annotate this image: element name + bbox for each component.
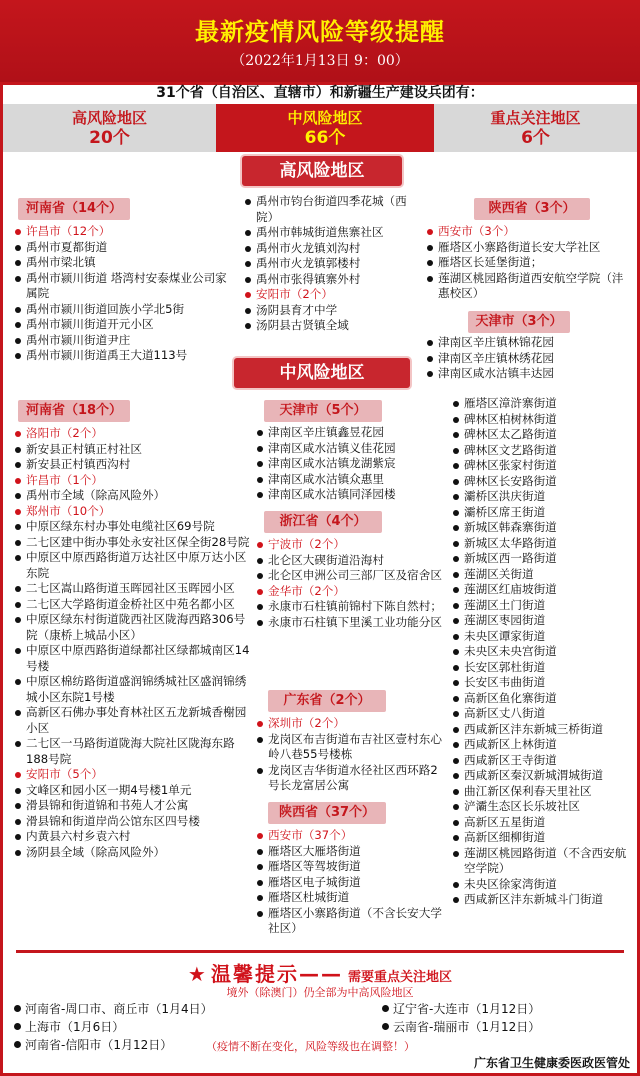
list-item: 高新区细柳街道 [452,830,636,846]
list-item: 汤阴县育才中学 [244,303,422,319]
list-item: 滑县锦和街道锦和书苑人才公寓 [14,798,252,814]
list-item: 高新区丈八街道 [452,706,636,722]
city-heading: 宁波市（2个） [256,537,444,553]
list-item: 灞桥区席王街道 [452,505,636,521]
list-item: 新城区西一路街道 [452,551,636,567]
list-item: 灞桥区洪庆街道 [452,489,636,505]
list-item: 莲湖区土门街道 [452,598,636,614]
city-heading: 许昌市（12个） [14,224,236,240]
list-item: 未央区徐家湾街道 [452,877,636,893]
list-item: 北仑区申洲公司三部厂区及宿舍区 [256,568,444,584]
list-item: 津南区咸水沽镇众惠里 [256,472,448,488]
province-tianjin-high: 天津市（3个） [468,311,570,333]
list-henan-high [14,224,236,364]
list-item: 二七区嵩山路街道玉晖园社区玉晖园小区 [14,581,252,597]
province-shaanxi-medium: 陕西省（37个） [268,802,386,824]
tips-note: 境外（除澳门）仍全部为中高风险地区 [226,986,414,999]
star-icon: ★ [187,962,206,986]
list-shaanxi-medium-cont [452,396,636,908]
province-henan-high: 河南省（14个） [18,198,130,220]
list-item: 碑林区柏树林街道 [452,412,636,428]
list-item: 禹州市钧台街道四季花城（西院） [244,194,422,225]
list-item: 禹州市火龙镇郭楼村 [244,256,422,272]
list-item: 津南区咸水沽镇龙湖紫宸 [256,456,448,472]
bullet-icon [14,1023,21,1030]
list-item: 津南区辛庄镇鑫昱花园 [256,425,448,441]
intro-text: 31个省（自治区、直辖市）和新疆生产建设兵团有： [156,85,484,101]
list-item: 西咸新区王寺街道 [452,753,636,769]
list-item: 中原区棉纺路街道盛润锦绣城社区盛润锦绣城小区东院1号楼 [14,674,252,705]
list-item: 龙岗区布吉街道布吉社区壹村东心岭八巷55号楼栋 [256,732,448,763]
list-item: 西咸新区上林街道 [452,737,636,753]
date-text: （2022年1月13日 9：00） [231,53,409,69]
province-guangdong-medium: 广东省（2个） [268,690,386,712]
list-item: 高新区五星街道 [452,815,636,831]
province-zhejiang-medium: 浙江省（4个） [264,511,382,533]
tips-item: 辽宁省-大连市（1月12日） [382,1000,632,1018]
list-item: 津南区咸水沽镇义佳花园 [256,441,448,457]
list-item: 汤阴县古贤镇全域 [244,318,422,334]
list-henan-medium [14,426,252,860]
list-item: 津南区咸水沽镇同泽园楼 [256,487,448,503]
list-shaanxi-high [426,224,634,302]
list-item: 浐灞生态区长乐坡社区 [452,799,636,815]
bullet-icon [382,1005,389,1012]
list-henan-high-cont [244,194,422,334]
list-item: 文峰区和园小区一期4号楼1单元 [14,783,252,799]
list-item: 禹州市韩城街道焦寨社区 [244,225,422,241]
list-item: 禹州市火龙镇刘沟村 [244,241,422,257]
list-item: 津南区辛庄镇林绣花园 [426,351,626,367]
list-item: 中原区绿东村街道陇西社区陇海西路306号院（康桥上城品小区） [14,612,252,643]
list-item: 雁塔区长延堡街道； [426,255,634,271]
province-tianjin-medium: 天津市（5个） [264,400,382,422]
list-item: 雁塔区小寨路街道（不含长安大学社区） [256,906,446,937]
list-item: 碑林区文艺路街道 [452,443,636,459]
city-heading: 洛阳市（2个） [14,426,252,442]
category-focus [434,104,637,152]
list-item: 龙岗区吉华街道水径社区西环路2号长龙富居公寓 [256,763,448,794]
list-item: 西咸新区秦汉新城渭城街道 [452,768,636,784]
list-item: 莲湖区桃园路街道西安航空学院（沣惠校区） [426,271,634,302]
list-item: 禹州市全域（除高风险外） [14,488,252,504]
section-title-medium: 中风险地区 [234,358,410,388]
list-item: 雁塔区电子城街道 [256,875,446,891]
list-item: 雁塔区小寨路街道长安大学社区 [426,240,634,256]
list-item: 新城区太华路街道 [452,536,636,552]
tips-warning: （疫情不断在变化，风险等级也在调整！） [206,1040,415,1053]
tips-item: 河南省-周口市、商丘市（1月4日） [14,1000,314,1018]
list-item: 碑林区太乙路街道 [452,427,636,443]
list-item: 碑林区长安路街道 [452,474,636,490]
tips-header [0,958,640,987]
bullet-icon [14,1005,21,1012]
category-high [3,104,216,152]
list-item: 雁塔区杜城街道 [256,890,446,906]
list-item: 莲湖区关街道 [452,567,636,583]
list-item: 长安区韦曲街道 [452,675,636,691]
tips-right-list [382,1000,632,1036]
list-item: 新安县正村镇西沟村 [14,457,252,473]
list-tianjin-medium [256,425,448,503]
city-heading: 深圳市（2个） [256,716,448,732]
tips-item: 云南省-瑞丽市（1月12日） [382,1018,632,1036]
list-guangdong-medium [256,716,448,794]
list-item: 内黄县六村乡袁六村 [14,829,252,845]
bullet-icon [14,1041,21,1048]
list-item: 中原区中原西路街道绿都社区绿都城南区14号楼 [14,643,252,674]
list-item: 新安县正村镇正村社区 [14,442,252,458]
list-item: 新城区韩森寨街道 [452,520,636,536]
list-item: 汤阴县全域（除高风险外） [14,845,252,861]
city-heading: 许昌市（1个） [14,473,252,489]
section-title-high: 高风险地区 [242,156,402,186]
list-item: 碑林区张家村街道 [452,458,636,474]
list-item: 雁塔区大雁塔街道 [256,844,446,860]
list-item: 二七区大学路街道金桥社区中苑名都小区 [14,597,252,613]
city-heading: 西安市（3个） [426,224,634,240]
list-item: 西咸新区沣东新城三桥街道 [452,722,636,738]
list-item: 雁塔区漳浒寨街道 [452,396,636,412]
list-item: 莲湖区红庙坡街道 [452,582,636,598]
province-shaanxi-high: 陕西省（3个） [474,198,590,220]
list-item: 永康市石柱镇下里溪工业功能分区 [256,615,444,631]
tips-title: 温馨提示—— [210,962,343,986]
list-item: 高新区鱼化寨街道 [452,691,636,707]
list-item: 禹州市颍川街道尹庄 [14,333,236,349]
divider [16,950,624,953]
list-item: 莲湖区桃园路街道（不含西安航空学院） [452,846,636,877]
list-shaanxi-medium [256,828,446,937]
city-heading: 安阳市（2个） [244,287,422,303]
list-item: 禹州市夏都街道 [14,240,236,256]
list-item: 北仑区大碶街道沿海村 [256,553,444,569]
list-item: 莲湖区枣园街道 [452,613,636,629]
list-tianjin-high [426,335,626,382]
list-item: 滑县锦和街道岸尚公馆东区四号楼 [14,814,252,830]
list-zhejiang-medium [256,537,444,630]
list-item: 未央区未央宫街道 [452,644,636,660]
category-label: 中风险地区 [287,109,363,127]
list-item: 曲江新区保利春天里社区 [452,784,636,800]
list-item: 未央区谭家街道 [452,629,636,645]
city-heading: 西安市（37个） [256,828,446,844]
city-heading: 金华市（2个） [256,584,444,600]
list-item: 禹州市颍川街道开元小区 [14,317,236,333]
list-item: 二七区建中街办事处永安社区保全街28号院 [14,535,252,551]
category-count: 66个 [304,128,346,148]
category-count: 20个 [89,128,130,148]
list-item: 禹州市梁北镇 [14,255,236,271]
city-heading: 安阳市（5个） [14,767,252,783]
category-label: 高风险地区 [71,109,147,127]
list-item: 禹州市颍川街道回族小学北5街 [14,302,236,318]
category-medium [216,104,434,152]
list-item: 津南区辛庄镇林锦花园 [426,335,626,351]
source-text: 广东省卫生健康委医政医管处 [473,1056,630,1070]
tips-item: 上海市（1月6日） [14,1018,314,1036]
bullet-icon [382,1023,389,1030]
tips-subtitle: 需要重点关注地区 [348,970,453,985]
header-banner [0,0,640,82]
list-item: 中原区中原西路街道万达社区中原万达小区东院 [14,550,252,581]
city-heading: 郑州市（10个） [14,504,252,520]
category-count: 6个 [521,128,550,148]
province-henan-medium: 河南省（18个） [18,400,130,422]
list-item: 长安区郭杜街道 [452,660,636,676]
list-item: 永康市石柱镇前锦村下陈自然村； [256,599,444,615]
tips-item: 河南省-信阳市（1月12日） [14,1036,314,1054]
list-item: 二七区一马路街道陇海大院社区陇海东路188号院 [14,736,252,767]
category-label: 重点关注地区 [490,109,581,127]
list-item: 禹州市颍川街道 塔湾村安泰煤业公司家属院 [14,271,236,302]
list-item: 高新区石佛办事处育林社区五龙新城香榭园小区 [14,705,252,736]
list-item: 中原区绿东村办事处电缆社区69号院 [14,519,252,535]
list-item: 津南区咸水沽镇丰达园 [426,366,626,382]
list-item: 雁塔区等驾坡街道 [256,859,446,875]
list-item: 西咸新区沣东新城斗门街道 [452,892,636,908]
list-item: 禹州市颍川街道禹王大道113号 [14,348,236,364]
list-item: 禹州市张得镇寨外村 [244,272,422,288]
page-title: 最新疫情风险等级提醒 [195,18,445,46]
